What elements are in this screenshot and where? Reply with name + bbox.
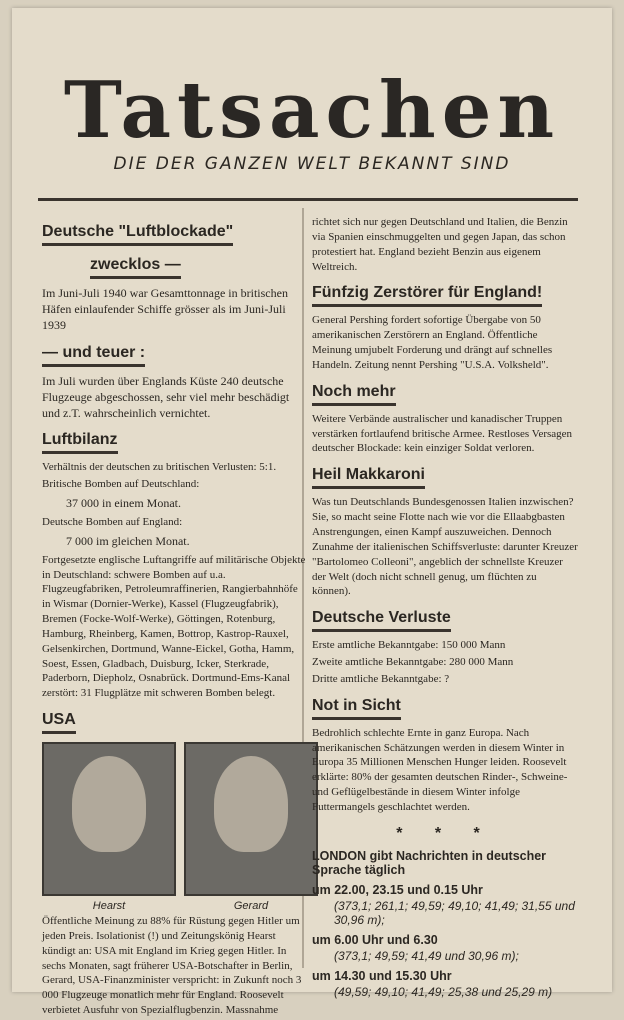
left-column (42, 213, 308, 1020)
photo-hearst (42, 742, 176, 896)
london-times-1: um 22.00, 23.15 und 0.15 Uhr (312, 882, 483, 897)
headline-verluste: Deutsche Verluste (312, 609, 578, 632)
right-paragraph-0: richtet sich nur gegen Deutschland und Italien, die Benzin via Spanien einschmuggelten und gegen Japan, das schon protestiert hat. England bezieht Benzin aus eigenem Weltreich. (312, 216, 568, 273)
london-times-3: um 14.30 und 15.30 Uhr (312, 968, 452, 983)
headline-luftbilanz: Luftbilanz (42, 431, 308, 454)
paragraph-3: Verhältnis der deutschen zu britischen Verlusten: 5:1. (42, 461, 277, 474)
masthead (32, 60, 592, 188)
newspaper-sheet (12, 8, 612, 1017)
loss-1: Erste amtliche Bekanntgabe: 150 000 Mann (312, 639, 506, 652)
masthead-rule (38, 198, 578, 201)
page-title: Tatsachen (63, 65, 561, 156)
caption-hearst: Hearst (92, 900, 126, 913)
photo-gerard (184, 742, 318, 896)
paragraph-2: Im Juli wurden über Englands Küste 240 deutsche Flugzeuge abgeschossen, sehr viel mehr beschädigt und z.T. wahrscheinlich vernichtet. (42, 373, 290, 420)
page-subtitle: DIE DER GANZEN WELT BEKANNT SIND (113, 154, 511, 174)
london-times-2: um 6.00 Uhr und 6.30 (312, 932, 438, 947)
loss-3: Dritte amtliche Bekanntgabe: ? (312, 672, 450, 685)
headline-makkaroni: Heil Makkaroni (312, 466, 578, 489)
headline-usa: USA (42, 711, 308, 734)
headline-noch-mehr: Noch mehr (312, 383, 578, 406)
right-paragraph-2: Weitere Verbände australischer und kanadischer Truppen verstärken fortlaufend britische Armee. Restloses Versagen deutscher Blockade: kein einziger Soldat verloren. (312, 412, 573, 455)
right-paragraph-3: Was tun Deutschlands Bundesgenossen Italien inzwischen? Sie, so macht seine Flotte nach wie vor die Ellaabgbasten Anstrengungen, einen Kampf auszuweichen. Dennoch Zunahme der italienischen Schiffsverluste: darunter Kreuzer "Bartolomeo Colleoni", angeblich der schnellste Kreuzer der Welt (doch nicht schnell genug, um flüchten zu können). (312, 496, 578, 598)
paragraph-3c: Deutsche Bomben auf England: (42, 515, 183, 528)
stat-british-bombs: 37 000 in einem Monat. (66, 495, 181, 510)
paragraph-5: Öffentliche Meinung zu 88% für Rüstung gegen Hitler um jeden Preis. Isolationist (!) und Zeitungskönig Hearst kündigt an: USA mit England im Krieg gegen Hitler. In sechs Monaten, sagt früherer USA-Botschafter in Berlin, Gerard, USA-Finanzminister verspricht: in Zukunft noch 3 000 Flugzeuge monatlich mehr für England. Roosevelt verbietet Ausfuhr von Spezialflugbenzin. Massnahme (42, 915, 302, 1017)
headline-not-in-sicht: Not in Sicht (312, 697, 578, 720)
right-column (312, 213, 578, 1001)
stat-german-bombs: 7 000 im gleichen Monat. (66, 533, 190, 548)
headline-teuer: — und teuer : (42, 344, 308, 367)
paragraph-3b: Britische Bomben auf Deutschland: (42, 477, 200, 490)
london-freq-2: (373,1; 49,59; 41,49 und 30,96 m); (334, 948, 519, 963)
london-freq-1: (373,1; 261,1; 49,59; 49,10; 41,49; 31,55 und 30,96 m); (334, 898, 575, 927)
photo-hearst-container (42, 742, 176, 912)
photo-gerard-container (184, 742, 318, 912)
paragraph-1: Im Juni-Juli 1940 war Gesamttonnage in britischen Häfen einlaufender Schiffe grösser als im Juni-Juli 1939 (42, 286, 288, 333)
headline-zerstoerer: Fünfzig Zerstörer für England! (312, 284, 578, 307)
london-freq-3: (49,59; 49,10; 41,49; 25,38 und 25,29 m) (334, 984, 553, 999)
paragraph-4: Fortgesetzte englische Luftangriffe auf militärische Objekte in Deutschland: schwere Bomben auf u.a. Flugzeugfabriken, Petroleumraffinerien, Rangierbahnhöfe in Wismar (Dornier-Werke), Kassel (Flugzeugfabrik), Bremen (Focke-Wolf-Werke), Göttingen, Rotenburg, Hamburg, Rheinberg, Kamen, Bottrop, Kastrop-Rauxel, Gelsenkirchen, Dortmund, Wanne-Eickel, Gotha, Hamm, Soest, Essen, Gladbach, Duisburg, Icker, Sterkrade, Paderborn, Diepholz, Osnabrück. Dortmund-Ems-Kanal zerstört: 31 Flugplätze mit schweren Bomben belegt. (42, 553, 306, 700)
headline-zwecklos: zwecklos — (90, 256, 308, 279)
caption-gerard: Gerard (233, 900, 269, 913)
photo-row (42, 742, 308, 912)
headline-luftblockade: Deutsche "Luftblockade" (42, 223, 308, 246)
stars-divider: * * * (396, 824, 494, 842)
right-paragraph-5: Bedrohlich schlechte Ernte in ganz Europa. Nach amerikanischen Schätzungen werden in diesem Winter in Europa 35 Millionen Menschen Hunger leiden. Roosevelt erklärte: 80% der gesamten deutschen Rinder-, Schweine- und Geflügelbestände in diesem Winter infolge Futtermangels geschlachtet werden. (312, 726, 568, 813)
london-announcement: LONDON gibt Nachrichten in deutscher Sprache täglich (312, 848, 547, 877)
right-paragraph-1: General Pershing fordert sofortige Übergabe von 50 amerikanischen Zerstörern an England. Öffentliche Meinung umjubelt Forderung und drängt auf schnelles Handeln. Zeitung nennt Pershing "U.S.A. Volksheld". (312, 314, 553, 371)
loss-2: Zweite amtliche Bekanntgabe: 280 000 Mann (312, 656, 514, 669)
